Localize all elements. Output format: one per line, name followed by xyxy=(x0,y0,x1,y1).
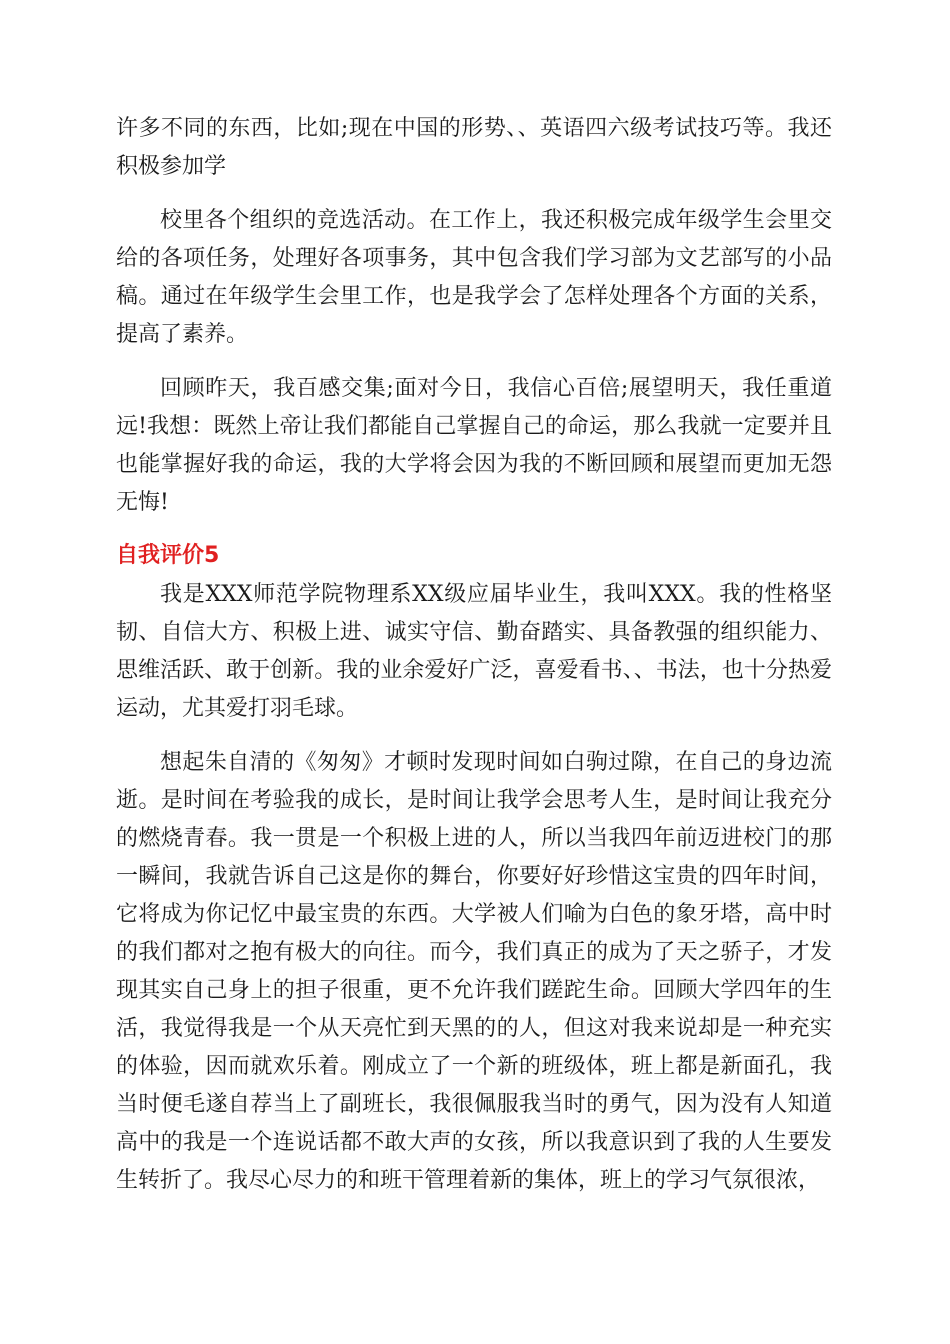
paragraph-continued: 许多不同的东西，比如;现在中国的形势、、英语四六级考试技巧等。我还积极参加学 xyxy=(116,116,832,179)
paragraph-looking-back: 回顾昨天，我百感交集;面对今日，我信心百倍;展望明天，我任重道远!我想：既然上帝让我们都能自己掌握自己的命运，那么我就一定要并且也能掌握好我的命运，我的大学将会因为我的不断回顾和展望而更加无怨无悔! xyxy=(116,376,832,515)
section-heading: 自我评价5 xyxy=(116,543,220,568)
paragraph-self-introduction: 我是XXX师范学院物理系XX级应届毕业生，我叫XXX。我的性格坚韧、自信大方、积极上进、诚实守信、勤奋踏实、具备教强的组织能力、思维活跃、敢于创新。我的业余爱好广泛，喜爱看书、、书法，也十分热爱运动，尤其爱打羽毛球。 xyxy=(116,582,832,721)
document-body xyxy=(116,110,832,1200)
paragraph-student-union: 校里各个组织的竞选活动。在工作上，我还积极完成年级学生会里交给的各项任务，处理好各项事务，其中包含我们学习部为文艺部写的小品稿。通过在年级学生会里工作，也是我学会了怎样处理各个方面的关系，提高了素养。 xyxy=(116,208,832,347)
paragraph-university-life: 想起朱自清的《匆匆》才顿时发现时间如白驹过隙，在自己的身边流逝。是时间在考验我的成长，是时间让我学会思考人生，是时间让我充分的燃烧青春。我一贯是一个积极上进的人，所以当我四年前迈进校门的那一瞬间，我就告诉自己这是你的舞台，你要好好珍惜这宝贵的四年时间，它将成为你记忆中最宝贵的东西。大学被人们喻为白色的象牙塔，高中时的我们都对之抱有极大的向往。而今，我们真正的成为了天之骄子，才发现其实自己身上的担子很重，更不允许我们蹉跎生命。回顾大学四年的生活，我觉得我是一个从天亮忙到天黑的的人，但这对我来说却是一种充实的体验，因而就欢乐着。刚成立了一个新的班级体，班上都是新面孔，我当时便毛遂自荐当上了副班长，我很佩服我当时的勇气，因为没有人知道高中的我是一个连说话都不敢大声的女孩，所以我意识到了我的人生要发生转折了。我尽心尽力的和班干管理着新的集体，班上的学习气氛很浓， xyxy=(116,750,832,1193)
